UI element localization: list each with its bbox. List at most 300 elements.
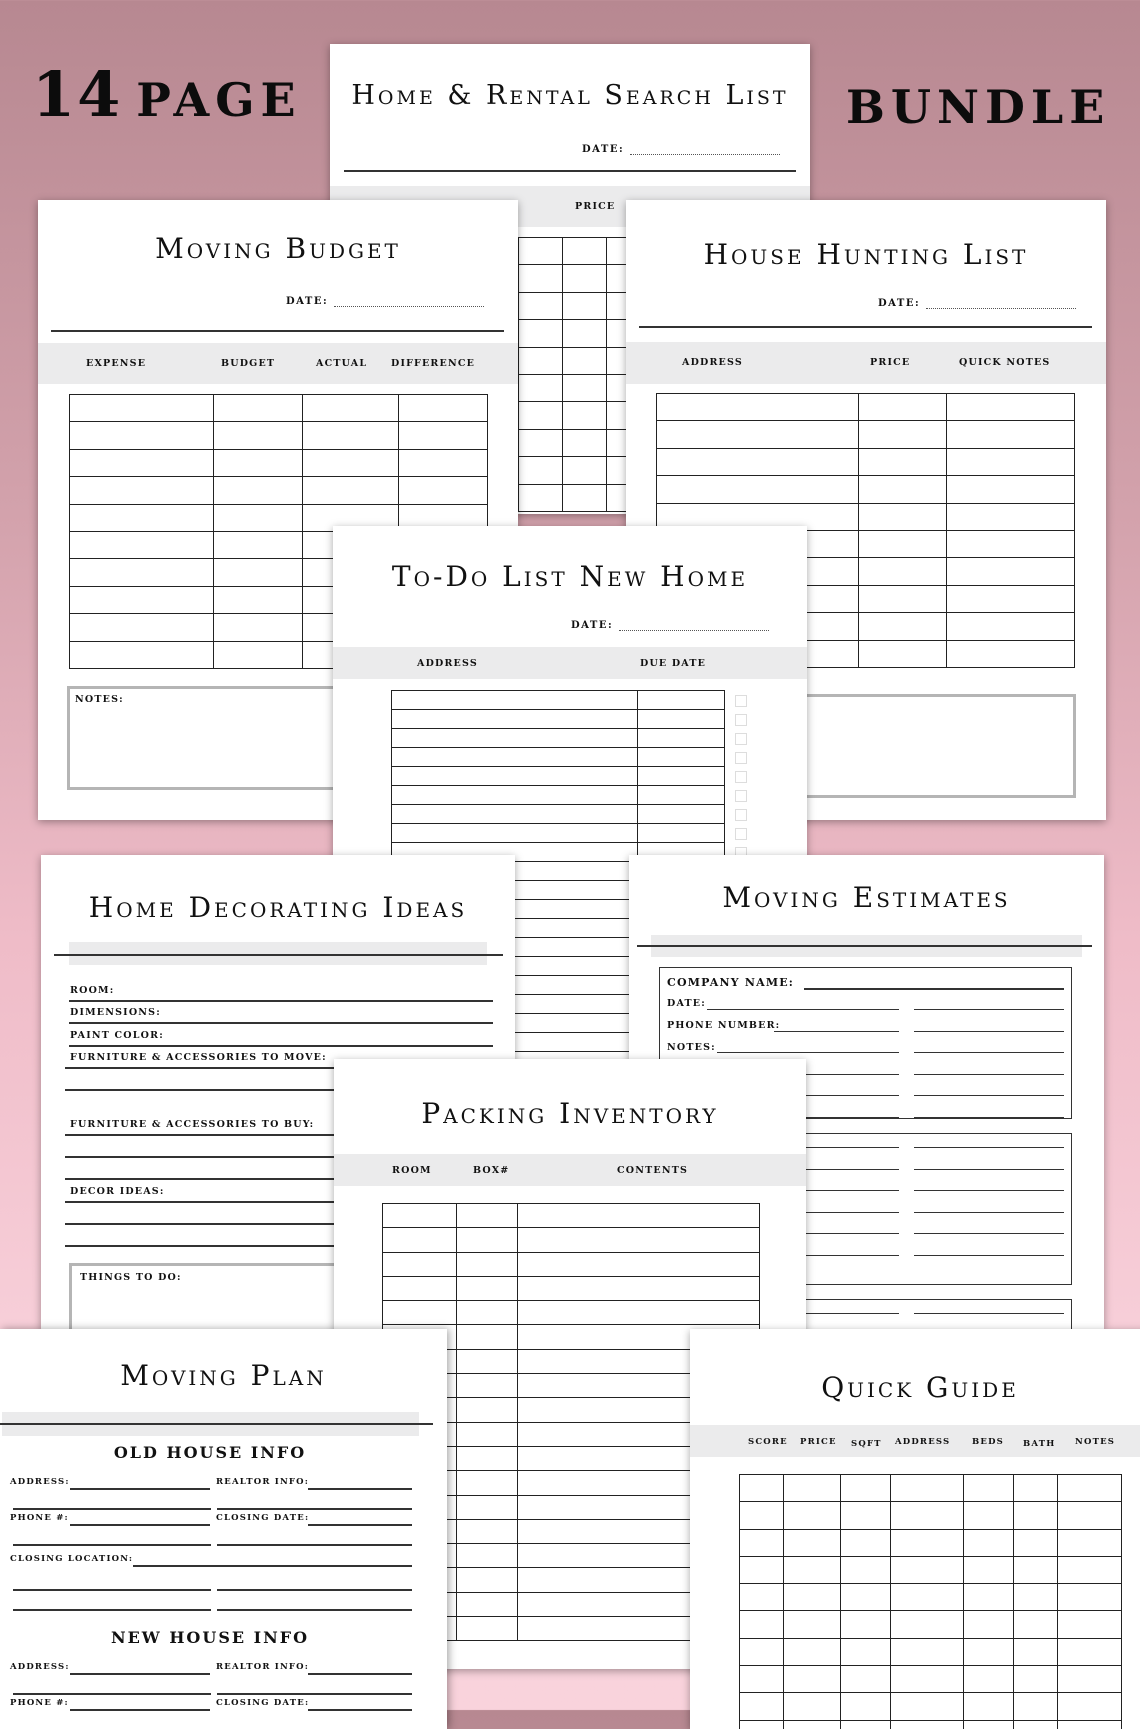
table-cell[interactable]	[563, 265, 607, 292]
table-cell[interactable]	[1058, 1638, 1122, 1665]
table-cell[interactable]	[392, 710, 638, 729]
date-line	[630, 145, 780, 155]
table-cell[interactable]	[563, 238, 607, 265]
date-label: DATE:	[582, 144, 625, 155]
table-cell[interactable]	[1014, 1638, 1058, 1665]
table-cell[interactable]	[214, 531, 303, 558]
table-cell[interactable]	[518, 1228, 760, 1252]
date-label: DATE:	[571, 620, 614, 631]
table-cell[interactable]	[457, 1325, 518, 1349]
table-cell[interactable]	[947, 394, 1075, 421]
table-cell[interactable]	[740, 1638, 784, 1665]
table-cell[interactable]	[519, 292, 563, 319]
table-cell[interactable]	[859, 421, 947, 448]
field-room: ROOM:	[70, 985, 115, 996]
table-cell[interactable]	[947, 558, 1075, 585]
table-cell[interactable]	[70, 614, 214, 641]
field-label: ADDRESS:	[10, 1477, 70, 1487]
table-row	[383, 1252, 760, 1276]
table-cell[interactable]	[519, 429, 563, 456]
column-header: ADDRESS	[682, 357, 743, 368]
table-cell[interactable]	[303, 422, 399, 449]
table-cell[interactable]	[70, 449, 214, 476]
table-cell[interactable]	[1014, 1475, 1058, 1502]
table-cell[interactable]	[841, 1693, 891, 1720]
entry-line[interactable]	[914, 1313, 1064, 1314]
column-header: SCORE	[748, 1437, 788, 1447]
page-title: Moving Estimates	[722, 881, 1011, 914]
table-row	[740, 1720, 1122, 1729]
table-cell[interactable]	[891, 1556, 964, 1583]
column-header: DIFFERENCE	[391, 358, 476, 369]
table-cell[interactable]	[457, 1276, 518, 1300]
table-cell[interactable]	[457, 1422, 518, 1446]
table-cell[interactable]	[859, 394, 947, 421]
table-cell[interactable]	[214, 641, 303, 668]
table-cell[interactable]	[784, 1611, 841, 1638]
table-cell[interactable]	[214, 614, 303, 641]
table-cell[interactable]	[964, 1475, 1014, 1502]
table-cell[interactable]	[519, 320, 563, 347]
table-cell[interactable]	[964, 1502, 1014, 1529]
page-title: To-Do List New Home	[391, 560, 749, 593]
field-dimensions: DIMENSIONS:	[70, 1007, 161, 1018]
table-cell[interactable]	[740, 1666, 784, 1693]
table-cell[interactable]	[964, 1666, 1014, 1693]
table-cell[interactable]	[657, 394, 859, 421]
table-cell[interactable]	[859, 613, 947, 640]
entry-line[interactable]	[217, 1693, 412, 1695]
table-cell[interactable]	[859, 558, 947, 585]
entry-line[interactable]	[70, 1488, 210, 1490]
column-header: QUICK NOTES	[959, 357, 1051, 368]
table-cell[interactable]	[1014, 1720, 1058, 1729]
table-cell[interactable]	[383, 1204, 457, 1228]
table-cell[interactable]	[563, 374, 607, 401]
table-cell[interactable]	[1058, 1502, 1122, 1529]
table-cell[interactable]	[563, 292, 607, 319]
table-row	[392, 691, 725, 710]
guide-table	[739, 1474, 1122, 1729]
table-cell[interactable]	[519, 347, 563, 374]
table-cell[interactable]	[784, 1720, 841, 1729]
entry-line[interactable]	[914, 1169, 1064, 1170]
table-row	[392, 824, 725, 843]
table-cell[interactable]	[891, 1693, 964, 1720]
divider	[639, 326, 1092, 328]
table-cell[interactable]	[964, 1638, 1014, 1665]
entry-line[interactable]	[707, 1009, 899, 1010]
entry-line[interactable]	[308, 1488, 412, 1490]
table-row	[740, 1611, 1122, 1638]
table-cell[interactable]	[891, 1666, 964, 1693]
entry-line[interactable]	[914, 1233, 1064, 1234]
table-cell[interactable]	[457, 1495, 518, 1519]
table-cell[interactable]	[1014, 1693, 1058, 1720]
table-cell[interactable]	[1058, 1556, 1122, 1583]
entry-line[interactable]	[914, 1117, 1064, 1118]
entry-line[interactable]	[13, 1589, 211, 1591]
column-header: ROOM	[392, 1165, 432, 1176]
table-cell[interactable]	[1058, 1475, 1122, 1502]
table-cell[interactable]	[891, 1584, 964, 1611]
table-cell[interactable]	[891, 1611, 964, 1638]
table-cell[interactable]	[303, 449, 399, 476]
table-cell[interactable]	[1014, 1502, 1058, 1529]
table-cell[interactable]	[841, 1720, 891, 1729]
table-cell[interactable]	[214, 477, 303, 504]
entry-line[interactable]	[217, 1508, 412, 1510]
table-cell[interactable]	[740, 1584, 784, 1611]
banner-page: PAGE	[136, 73, 302, 127]
entry-line[interactable]	[70, 1524, 210, 1526]
table-cell[interactable]	[859, 503, 947, 530]
table-cell[interactable]	[399, 422, 488, 449]
table-cell[interactable]	[891, 1638, 964, 1665]
table-cell[interactable]	[399, 449, 488, 476]
table-cell[interactable]	[214, 504, 303, 531]
table-cell[interactable]	[457, 1519, 518, 1543]
divider	[637, 945, 1092, 947]
table-cell[interactable]	[638, 710, 725, 729]
table-cell[interactable]	[1058, 1611, 1122, 1638]
table-cell[interactable]	[841, 1638, 891, 1665]
table-cell[interactable]	[383, 1228, 457, 1252]
table-row	[740, 1556, 1122, 1583]
entry-line[interactable]	[717, 1052, 899, 1053]
entry-line[interactable]	[914, 1052, 1064, 1053]
entry-line[interactable]	[914, 1212, 1064, 1213]
banner-number: 14	[32, 58, 123, 131]
page-title: Moving Plan	[120, 1359, 327, 1392]
table-cell[interactable]	[303, 477, 399, 504]
table-cell[interactable]	[457, 1617, 518, 1641]
date-field	[582, 144, 780, 155]
table-cell[interactable]	[392, 786, 638, 805]
table-cell[interactable]	[859, 585, 947, 612]
table-cell[interactable]	[638, 691, 725, 710]
table-cell[interactable]	[457, 1471, 518, 1495]
table-row	[657, 394, 1075, 421]
entry-line[interactable]	[914, 1255, 1064, 1256]
table-row	[70, 422, 488, 449]
column-header: ADDRESS	[895, 1437, 951, 1447]
page-title: Packing Inventory	[421, 1097, 719, 1130]
table-cell[interactable]	[214, 395, 303, 422]
table-cell[interactable]	[740, 1556, 784, 1583]
table-cell[interactable]	[457, 1592, 518, 1616]
table-cell[interactable]	[383, 1301, 457, 1325]
section-heading: NEW HOUSE INFO	[110, 1628, 310, 1647]
table-cell[interactable]	[392, 824, 638, 843]
checkbox[interactable]	[735, 695, 747, 707]
table-cell[interactable]	[657, 448, 859, 475]
table-cell[interactable]	[399, 477, 488, 504]
table-cell[interactable]	[841, 1502, 891, 1529]
field-label: CLOSING DATE:	[216, 1513, 310, 1523]
table-cell[interactable]	[214, 449, 303, 476]
entry-line[interactable]	[70, 1673, 210, 1675]
entry-line[interactable]	[774, 1031, 899, 1032]
table-cell[interactable]	[1058, 1693, 1122, 1720]
table-cell[interactable]	[392, 805, 638, 824]
table-cell[interactable]	[947, 421, 1075, 448]
checkbox[interactable]	[735, 771, 747, 783]
table-cell[interactable]	[519, 374, 563, 401]
table-cell[interactable]	[519, 238, 563, 265]
table-cell[interactable]	[947, 585, 1075, 612]
column-header: EXPENSE	[86, 358, 147, 369]
table-cell[interactable]	[638, 767, 725, 786]
table-cell[interactable]	[841, 1584, 891, 1611]
table-cell[interactable]	[1014, 1529, 1058, 1556]
table-cell[interactable]	[457, 1228, 518, 1252]
table-cell[interactable]	[383, 1252, 457, 1276]
table-cell[interactable]	[70, 395, 214, 422]
table-cell[interactable]	[457, 1374, 518, 1398]
table-row	[70, 449, 488, 476]
table-cell[interactable]	[1058, 1720, 1122, 1729]
table-cell[interactable]	[841, 1611, 891, 1638]
table-cell[interactable]	[1014, 1611, 1058, 1638]
checkbox[interactable]	[735, 809, 747, 821]
date-label: DATE:	[878, 298, 921, 309]
table-cell[interactable]	[457, 1398, 518, 1422]
table-cell[interactable]	[519, 265, 563, 292]
table-cell[interactable]	[964, 1556, 1014, 1583]
divider	[344, 170, 796, 172]
table-cell[interactable]	[519, 457, 563, 484]
entry-line[interactable]	[914, 1031, 1064, 1032]
table-cell[interactable]	[657, 421, 859, 448]
table-cell[interactable]	[457, 1252, 518, 1276]
date-line	[619, 621, 769, 631]
table-cell[interactable]	[457, 1301, 518, 1325]
table-cell[interactable]	[303, 395, 399, 422]
table-cell[interactable]	[947, 448, 1075, 475]
field-label: REALTOR INFO:	[216, 1477, 310, 1487]
section-heading: OLD HOUSE INFO	[113, 1443, 307, 1462]
entry-line[interactable]	[804, 988, 1064, 990]
field-label: CLOSING LOCATION:	[10, 1554, 134, 1564]
column-header: BATH	[1023, 1439, 1056, 1449]
table-cell[interactable]	[964, 1529, 1014, 1556]
entry-line[interactable]	[914, 1147, 1064, 1148]
table-cell[interactable]	[518, 1204, 760, 1228]
table-cell[interactable]	[563, 484, 607, 511]
date-field	[878, 298, 1076, 309]
table-cell[interactable]	[891, 1502, 964, 1529]
date-line	[926, 299, 1076, 309]
table-row	[392, 729, 725, 748]
entry-line[interactable]	[133, 1565, 412, 1567]
things-to-do-label: THINGS TO DO:	[80, 1272, 182, 1283]
entry-line[interactable]	[13, 1508, 211, 1510]
table-row	[657, 448, 1075, 475]
column-header: CONTENTS	[617, 1165, 689, 1176]
table-cell[interactable]	[859, 530, 947, 557]
table-cell[interactable]	[784, 1529, 841, 1556]
entry-line[interactable]	[69, 1022, 493, 1024]
table-cell[interactable]	[70, 641, 214, 668]
table-cell[interactable]	[784, 1638, 841, 1665]
entry-line[interactable]	[914, 1095, 1064, 1096]
table-cell[interactable]	[563, 402, 607, 429]
table-cell[interactable]	[841, 1529, 891, 1556]
checkbox[interactable]	[735, 828, 747, 840]
table-cell[interactable]	[214, 586, 303, 613]
entry-line[interactable]	[13, 1609, 211, 1611]
table-cell[interactable]	[841, 1475, 891, 1502]
table-cell[interactable]	[947, 503, 1075, 530]
table-cell[interactable]	[1014, 1666, 1058, 1693]
table-cell[interactable]	[657, 476, 859, 503]
estimate-field-label: PHONE NUMBER:	[667, 1020, 781, 1031]
table-cell[interactable]	[784, 1666, 841, 1693]
table-cell[interactable]	[740, 1693, 784, 1720]
page-title: Quick Guide	[821, 1371, 1019, 1404]
table-cell[interactable]	[457, 1446, 518, 1470]
entry-line[interactable]	[13, 1544, 211, 1546]
table-cell[interactable]	[947, 530, 1075, 557]
table-cell[interactable]	[891, 1529, 964, 1556]
checkbox[interactable]	[735, 752, 747, 764]
table-cell[interactable]	[518, 1301, 760, 1325]
table-row	[383, 1204, 760, 1228]
checkbox[interactable]	[735, 733, 747, 745]
table-cell[interactable]	[964, 1584, 1014, 1611]
table-cell[interactable]	[70, 531, 214, 558]
table-cell[interactable]	[1058, 1529, 1122, 1556]
field-furniture-to-buy: FURNITURE & ACCESSORIES TO BUY:	[70, 1119, 315, 1130]
table-cell[interactable]	[740, 1475, 784, 1502]
entry-line[interactable]	[69, 1045, 493, 1047]
entry-line[interactable]	[914, 1009, 1064, 1010]
table-cell[interactable]	[947, 476, 1075, 503]
table-cell[interactable]	[841, 1666, 891, 1693]
table-cell[interactable]	[383, 1276, 457, 1300]
table-cell[interactable]	[70, 477, 214, 504]
table-cell[interactable]	[740, 1611, 784, 1638]
table-cell[interactable]	[1058, 1584, 1122, 1611]
table-cell[interactable]	[740, 1720, 784, 1729]
table-row	[392, 710, 725, 729]
table-cell[interactable]	[563, 320, 607, 347]
table-cell[interactable]	[740, 1502, 784, 1529]
table-cell[interactable]	[457, 1204, 518, 1228]
entry-line[interactable]	[308, 1524, 412, 1526]
table-cell[interactable]	[964, 1720, 1014, 1729]
table-cell[interactable]	[784, 1475, 841, 1502]
table-cell[interactable]	[392, 729, 638, 748]
column-header: BUDGET	[221, 358, 276, 369]
table-cell[interactable]	[638, 748, 725, 767]
table-cell[interactable]	[1058, 1666, 1122, 1693]
divider	[0, 1423, 433, 1425]
table-cell[interactable]	[964, 1693, 1014, 1720]
table-row	[392, 767, 725, 786]
entry-line[interactable]	[914, 1074, 1064, 1075]
table-cell[interactable]	[457, 1349, 518, 1373]
entry-line[interactable]	[217, 1589, 412, 1591]
table-row	[383, 1276, 760, 1300]
table-row	[740, 1584, 1122, 1611]
checkbox[interactable]	[735, 790, 747, 802]
checkbox[interactable]	[735, 714, 747, 726]
table-cell[interactable]	[457, 1568, 518, 1592]
table-cell[interactable]	[784, 1556, 841, 1583]
table-cell[interactable]	[638, 824, 725, 843]
table-cell[interactable]	[70, 504, 214, 531]
table-row	[392, 805, 725, 824]
table-cell[interactable]	[392, 767, 638, 786]
table-cell[interactable]	[518, 1252, 760, 1276]
table-cell[interactable]	[70, 559, 214, 586]
divider	[51, 330, 504, 332]
entry-line[interactable]	[69, 1000, 493, 1002]
table-cell[interactable]	[392, 691, 638, 710]
table-cell[interactable]	[891, 1720, 964, 1729]
table-cell[interactable]	[70, 586, 214, 613]
entry-line[interactable]	[13, 1693, 211, 1695]
table-row	[383, 1301, 760, 1325]
table-cell[interactable]	[519, 402, 563, 429]
divider	[54, 954, 503, 956]
table-cell[interactable]	[740, 1529, 784, 1556]
table-cell[interactable]	[638, 729, 725, 748]
table-cell[interactable]	[784, 1502, 841, 1529]
table-cell[interactable]	[859, 476, 947, 503]
table-row	[383, 1228, 760, 1252]
table-row	[70, 395, 488, 422]
table-cell[interactable]	[457, 1544, 518, 1568]
table-cell[interactable]	[947, 640, 1075, 667]
table-cell[interactable]	[70, 422, 214, 449]
table-cell[interactable]	[859, 640, 947, 667]
entry-line[interactable]	[217, 1544, 412, 1546]
table-cell[interactable]	[784, 1584, 841, 1611]
page-title: Home Decorating Ideas	[88, 891, 468, 924]
table-cell[interactable]	[392, 748, 638, 767]
table-cell[interactable]	[638, 786, 725, 805]
table-cell[interactable]	[563, 347, 607, 374]
table-cell[interactable]	[891, 1475, 964, 1502]
table-row	[657, 421, 1075, 448]
table-cell[interactable]	[563, 457, 607, 484]
entry-line[interactable]	[308, 1673, 412, 1675]
table-cell[interactable]	[214, 422, 303, 449]
table-cell[interactable]	[518, 1276, 760, 1300]
date-label: DATE:	[286, 296, 329, 307]
table-cell[interactable]	[859, 448, 947, 475]
entry-line[interactable]	[914, 1190, 1064, 1191]
entry-line[interactable]	[217, 1609, 412, 1611]
table-row	[392, 786, 725, 805]
table-cell[interactable]	[399, 395, 488, 422]
table-cell[interactable]	[841, 1556, 891, 1583]
table-cell[interactable]	[964, 1611, 1014, 1638]
table-cell[interactable]	[947, 613, 1075, 640]
table-cell[interactable]	[519, 484, 563, 511]
table-cell[interactable]	[638, 805, 725, 824]
table-cell[interactable]	[1014, 1556, 1058, 1583]
table-cell[interactable]	[1014, 1584, 1058, 1611]
table-cell[interactable]	[563, 429, 607, 456]
field-label: PHONE #:	[10, 1698, 69, 1708]
column-header: PRICE	[800, 1437, 837, 1447]
table-cell[interactable]	[214, 559, 303, 586]
table-cell[interactable]	[784, 1693, 841, 1720]
